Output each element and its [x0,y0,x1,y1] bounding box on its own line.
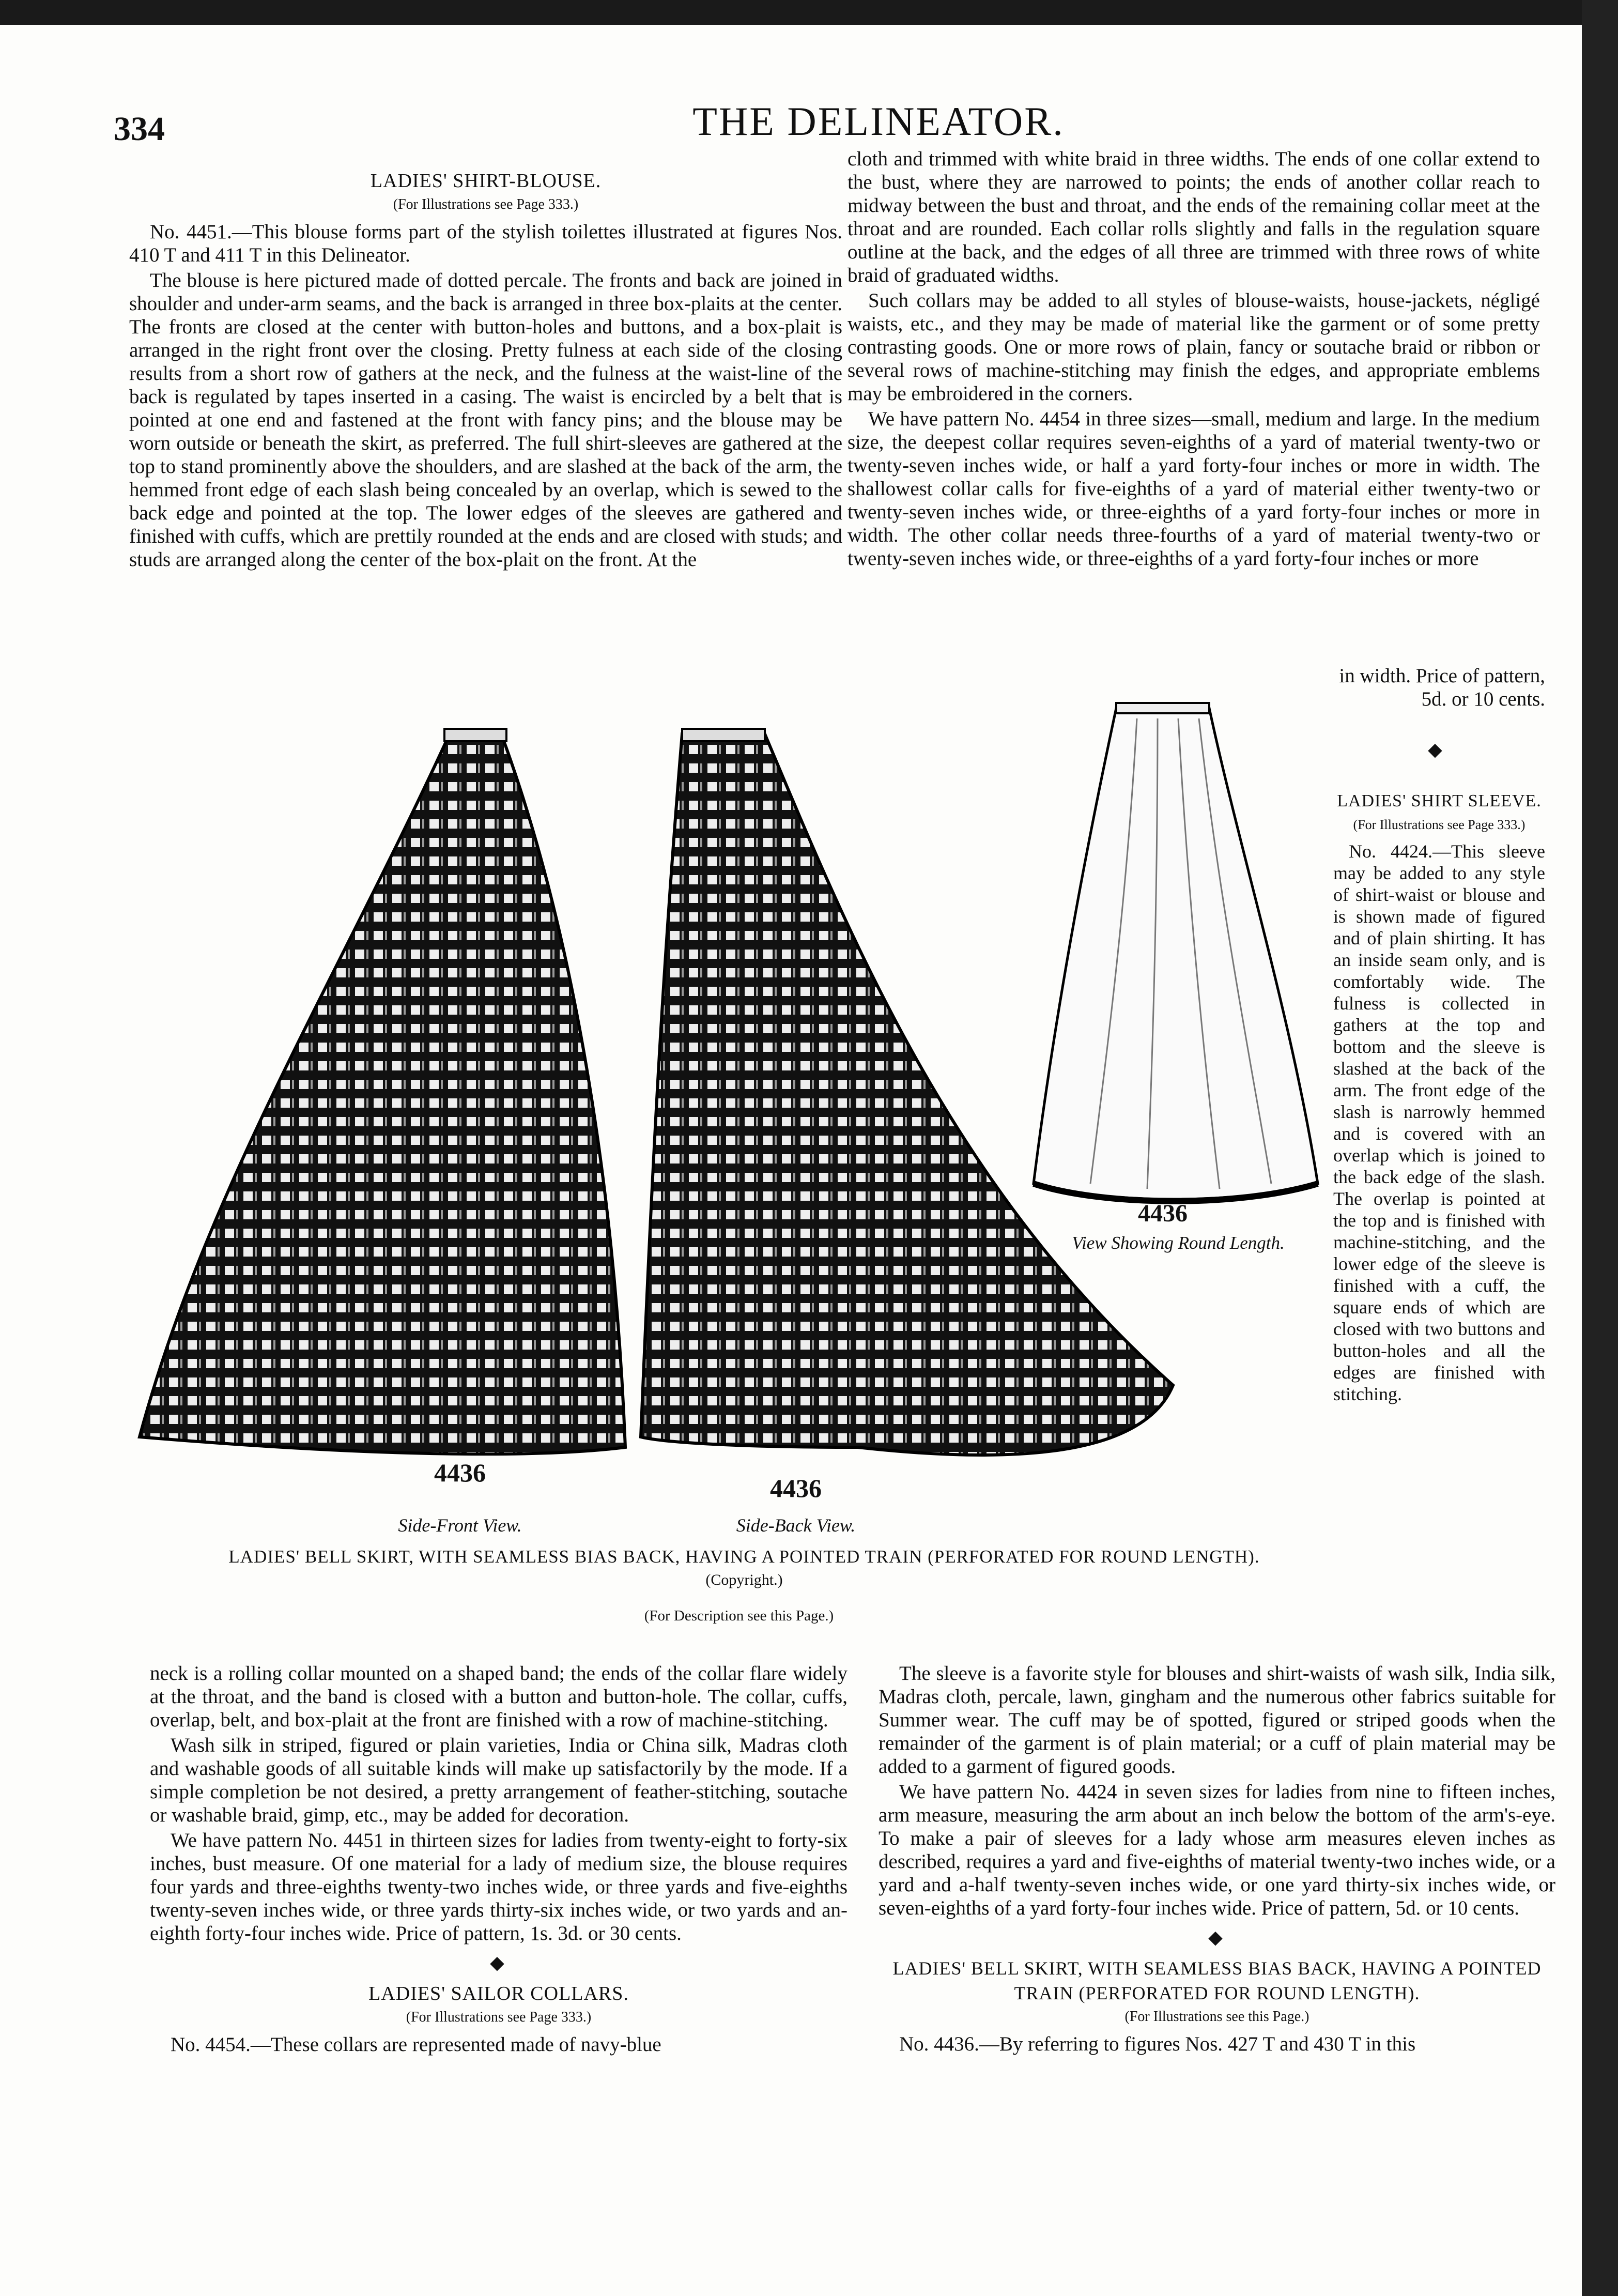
bell-skirt-subheading: (For Illustrations see this Page.) [1124,2009,1309,2025]
front-figure-number: 4436 [434,1458,486,1487]
sleeve-text: No. 4424.—This sleeve may be added to any style of shirt-waist or blouse and is shown made of figured and of plain shirting. It has an inside seam only, and is comfortably wide. The fulness is collected in gathers at the top and bottom and the sleeve is slashed at the back of the arm. The front edge of the slash is narrowly hemmed and is covered with an overlap which is joined to the back edge of the slash. The overlap is pointed at the top and is finished with machine-stitching, and the lower edge of the sleeve is finished with a cuff, the square ends of which are closed with two buttons and button-holes and all the edges are finished with stitching. [1333,841,1545,1404]
sleeve-heading-block [1328,734,1545,765]
divider-ornament: ◆ [1208,1927,1226,1948]
sleeve-continued-paragraph: The sleeve is a favorite style for blouses and shirt-waists of wash silk, India silk, Madras cloth, percale, lawn, gingham and the numerous other fabrics suitable for Summer wear. The cuff may be of spotted, figured or striped goods when the remainder of the garment is of plain material; or a cuff of plain material may be added to a garment of figured goods. [879,1662,1555,1778]
sleeve-heading-wrap [1333,786,1545,1407]
blouse-paragraph: The blouse is here pictured made of dotted percale. The fronts and back are joined in shoulder and under-arm seams, and the back is arranged in three box-plaits at the center. The fronts are closed at the center with button-holes and buttons, and a box-plait is arranged in the right front over the closing. Pretty fulness at each side of the closing results from a short row of gathers at the neck, and the fulness at the waist-line of the back is regulated by tapes inserted in a casing. The waist is encircled by a belt that is pointed at one end and fastened at the front with fancy pins; and the blouse may be worn outside or beneath the skirt, as preferred. The full shirt-sleeves are gathered at the top to stand prominently above the shoulders, and are slashed at the back of the arm, the hemmed front edge of each slash being concealed by an overlap, which is sewed to the back edge and pointed at the top. The lower edges of the sleeves are gathered and finished with cuffs, which are prettily rounded at the ends and are closed with studs; and studs are arranged along the center of the box-plait on the front. At the [129,269,842,571]
sleeve-heading: LADIES' SHIRT SLEEVE. [1337,791,1542,810]
sailor-collars-heading: LADIES' SAILOR COLLARS. [368,1983,629,2004]
scan-right-edge [1582,0,1618,2296]
scan-top-edge [0,0,1618,25]
collar-paragraph: We have pattern No. 4454 in three sizes—small, medium and large. In the medium size, the deepest collar requires seven-eighths of a yard of material twenty-two or twenty-seven inches wide, or half a yard forty-four inches or more in width. The shallowest collar calls for five-eighths of a yard of material either twenty-two or twenty-seven inches wide, or three-eighths of a yard forty-four inches or more in width. The other collar needs three-fourths of a yard of material twenty-two or twenty-seven inches wide, or three-eighths of a yard forty-four inches or more [847,408,1540,570]
collar-paragraph: Such collars may be added to all styles of blouse-waists, house-jackets, négligé waists, etc., and they may be made of material like the garment or of some pretty contrasting goods. One or more rows of plain, fancy or soutache braid or ribbon or several rows of machine-stitching may finish the edges, and appropriate emblems may be embroidered in the corners. [847,289,1540,405]
front-figure-caption: Side-Front View. [398,1515,522,1536]
blouse-continued-paragraph: We have pattern No. 4451 in thirteen sizes for ladies from twenty-eight to forty-six inches, bust measure. Of one material for a lady of medium size, the blouse requires four yards and three-eighths twenty-two inches wide, or three yards and five-eighths twenty-seven inches wide, or three yards thirty-six inches wide, or two yards and an-eighth forty-four inches wide. Price of pattern, 1s. 3d. or 30 cents. [150,1829,847,1945]
collar-price-tail: in width. Price of pattern, 5d. or 10 cents. [1339,665,1545,710]
copyright-note: (Copyright.) [705,1571,783,1588]
back-figure-caption: Side-Back View. [736,1515,856,1536]
skirt-side-front-illustration [129,724,646,1489]
description-reference: (For Description see this Page.) [644,1608,834,1624]
right-bottom-column [879,1662,1555,2058]
divider-ornament: ◆ [490,1952,507,1973]
skirt-round-length-illustration [1023,698,1323,1204]
plate-caption: LADIES' BELL SKIRT, WITH SEAMLESS BIAS BACK, HAVING A POINTED TRAIN (PERFORATED FOR ROUND LENGTH). [228,1547,1260,1567]
blouse-subheading: (For Illustrations see Page 333.) [393,196,579,212]
collar-paragraph: cloth and trimmed with white braid in three widths. The ends of one collar extend to the bust, where they are narrowed to points; the ends of another collar reach to midway between the bust and throat, and the ends of the remaining collar meet at the throat and are rounded. Each collar rolls slightly and falls in the regulation square outline at the back, and the edges of all three are trimmed with three rows of white braid of graduated widths. [847,148,1540,286]
blouse-paragraph: No. 4451.—This blouse forms part of the stylish toilettes illustrated at figures Nos. 410 T and 411 T in this Delineator. [129,221,842,266]
round-figure-number: 4436 [1138,1200,1188,1227]
page-number: 334 [114,110,165,148]
bell-skirt-heading: LADIES' BELL SKIRT, WITH SEAMLESS BIAS BACK, HAVING A POINTED TRAIN (PERFORATED FOR ROUND LENGTH). [892,1958,1542,2003]
left-top-column [129,165,842,573]
sleeve-continued-paragraph: We have pattern No. 4424 in seven sizes for ladies from nine to fifteen inches, arm measure, measuring the arm about an inch below the bottom of the arm's-eye. To make a pair of sleeves for a lady whose arm measures eleven inches as described, requires a yard and five-eighths of material twenty-two inches wide, or a yard and a-half twenty-seven inches wide, or one yard thirty-six inches wide, or seven-eighths of a yard forty-four inches wide. Price of pattern, 5d. or 10 cents. [879,1781,1555,1919]
sailor-collars-subheading: (For Illustrations see Page 333.) [406,2009,592,2025]
blouse-continued-paragraph: Wash silk in striped, figured or plain varieties, India or China silk, Madras cloth and washable goods of all suitable kinds will make up satisfactorily by the mode. If a simple completion be not desired, a pretty arrangement of feather-stitching, soutache or washable braid, gimp, etc., may be added for decoration. [150,1734,847,1826]
back-figure-number: 4436 [770,1474,822,1503]
sailor-collars-intro: No. 4454.—These collars are represented made of navy-blue [171,2033,661,2056]
bell-skirt-intro: No. 4436.—By referring to figures Nos. 427 T and 430 T in this [899,2033,1416,2055]
round-figure-caption: View Showing Round Length. [1072,1233,1285,1253]
sleeve-subheading: (For Illustrations see Page 333.) [1353,817,1525,832]
right-top-column [847,147,1540,572]
blouse-heading: LADIES' SHIRT-BLOUSE. [370,170,602,192]
divider-ornament: ◆ [1428,739,1445,760]
masthead-title: THE DELINEATOR. [692,99,1065,144]
left-bottom-column [150,1662,847,2058]
blouse-continued-paragraph: neck is a rolling collar mounted on a shaped band; the ends of the collar flare widely at the throat, and the band is closed with a button and button-hole. The collar, cuffs, overlap, belt, and box-plait at the front are finished with a row of machine-stitching. [150,1662,847,1731]
